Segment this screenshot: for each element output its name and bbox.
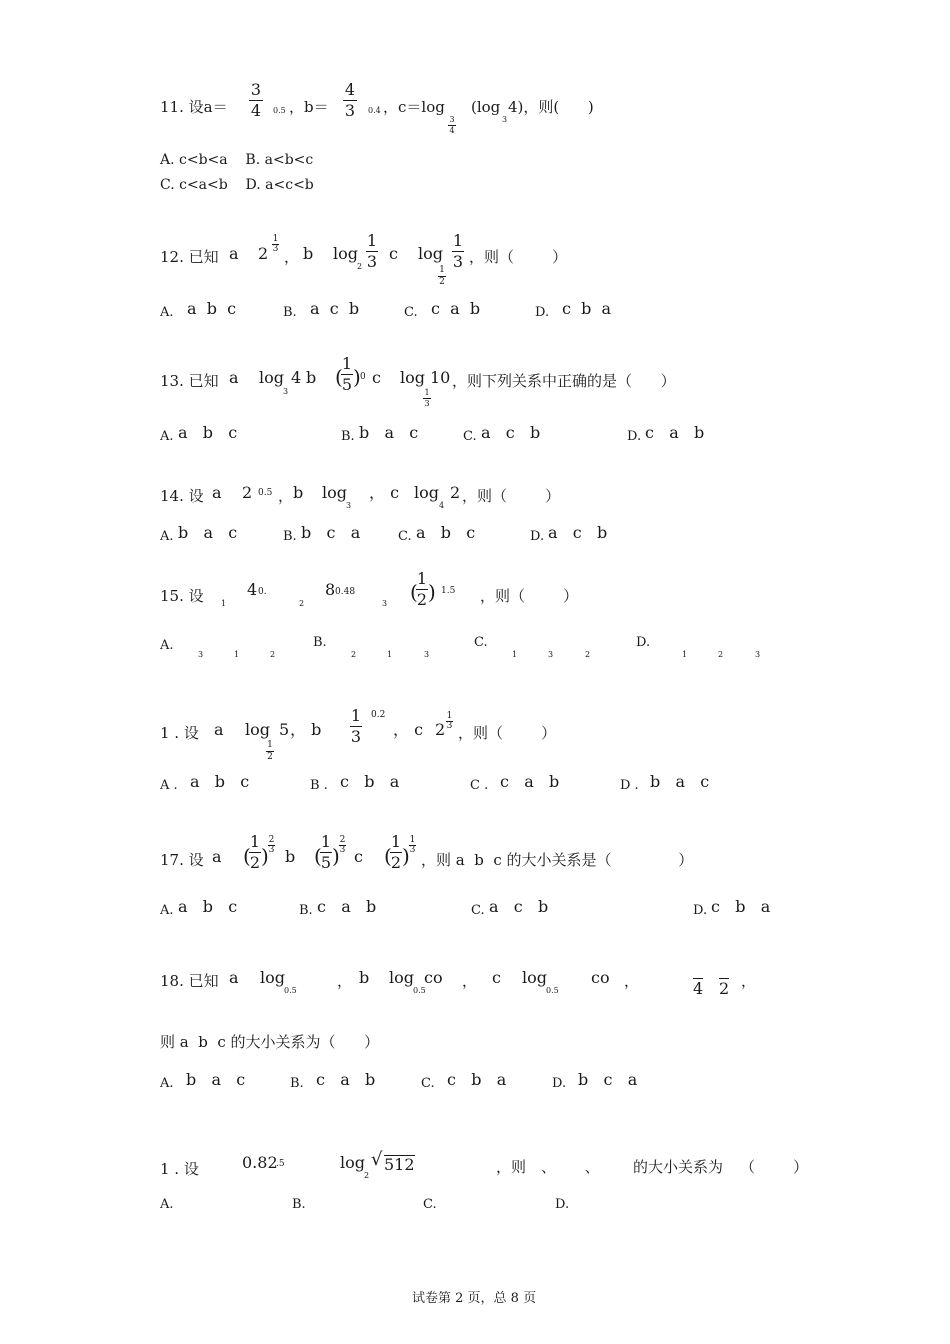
q16-two: 2: [435, 720, 446, 739]
q18-log3-base: 0.5: [546, 986, 559, 995]
q15-option-b-sub2: 1: [387, 650, 393, 659]
q13-option-a: a b c: [178, 423, 238, 442]
q13-b: b: [306, 368, 317, 387]
q18-co1: co: [424, 968, 443, 987]
q18-option-c-label: C.: [421, 1076, 435, 1091]
q19-exponent: .5: [276, 1159, 285, 1169]
q18-comma3: ，: [624, 972, 640, 990]
q16-stem: 1 . 设: [160, 724, 199, 742]
q18-option-b-label: B.: [290, 1076, 304, 1091]
q11-options-row2: C. c<a<b D. a<c<b: [160, 177, 314, 193]
q13-four: 4: [291, 368, 302, 387]
q13-paren-open: (: [335, 365, 343, 389]
q15-exp2: 0.48: [335, 587, 356, 597]
q15-sub1: 1: [221, 599, 227, 608]
q13-option-a-label: A.: [160, 429, 174, 444]
q18-option-d: b c a: [578, 1070, 638, 1089]
q14-c: ， c: [369, 483, 400, 502]
q17-fraction3: 1 2: [390, 832, 402, 872]
q13-log1: log: [259, 368, 284, 387]
q16-log-base: 1 2: [267, 740, 273, 762]
q18-stem: 18. 已知: [160, 972, 219, 990]
q14-tail: ，则（ ）: [462, 487, 561, 505]
q17-b: b: [285, 847, 296, 866]
q19-option-c-label: C.: [423, 1197, 437, 1212]
q13-log2-base: 1 3: [424, 388, 430, 408]
q14-option-b-label: B.: [283, 529, 297, 544]
q16-tail: ，则（ ）: [458, 724, 557, 742]
q17-fraction1: 1 2: [249, 832, 261, 872]
q18-option-a: b a c: [186, 1070, 246, 1089]
q17-p2-close: ): [332, 844, 340, 868]
q11-c-arg-end: 4)，则( ): [508, 98, 594, 116]
q17-option-a-label: A.: [160, 903, 174, 918]
q12-log1: log: [333, 244, 358, 263]
q16-option-b: c b a: [340, 772, 400, 791]
q16-option-d-label: D .: [620, 778, 639, 793]
q15-tail: ，则（ ）: [480, 587, 579, 605]
q16-option-a-label: A .: [160, 778, 178, 793]
q17-option-b-label: B.: [299, 903, 313, 918]
q12-log1-base: 2: [357, 262, 363, 271]
q15-option-b-sub3: 3: [424, 650, 430, 659]
q18-option-d-label: D.: [552, 1076, 567, 1091]
q15-sub3: 3: [382, 599, 388, 608]
q12-option-d: c b a: [562, 299, 612, 318]
q14-option-a-label: A.: [160, 529, 174, 544]
q19-stem: 1 . 设: [160, 1160, 199, 1178]
q17-a: a: [212, 847, 222, 866]
q11-stem: 11. 设a＝: [160, 98, 228, 116]
q13-option-c: a c b: [481, 423, 541, 442]
q17-p2-open: (: [314, 844, 322, 868]
q15-option-d-label: D.: [636, 635, 651, 650]
q15-exp1: 0.: [258, 587, 267, 597]
q17-exponent1: 2 3: [268, 835, 275, 855]
q17-c: c: [354, 847, 363, 866]
q15-option-b-sub1: 2: [351, 650, 357, 659]
q15-four: 4: [247, 580, 258, 599]
q14-comma: ，: [278, 487, 294, 505]
q17-fraction2: 1 5: [320, 832, 332, 872]
q14-log2: log: [414, 483, 439, 502]
q13-option-d: c a b: [645, 423, 705, 442]
q16-fraction: 1 3: [350, 706, 362, 746]
q16-option-d: b a c: [650, 772, 710, 791]
q12-stem: 12. 已知: [160, 248, 219, 266]
q15-paren-close: ): [428, 580, 436, 604]
q13-paren-close: ): [353, 365, 361, 389]
q17-exponent2: 2 3: [339, 835, 346, 855]
q18-log1-base: 0.5: [284, 986, 297, 995]
q17-tail: ，则 a b c 的大小关系是（ ）: [421, 851, 694, 869]
q19-tail: 、 、 的大小关系为: [541, 1158, 723, 1176]
q14-b: b: [293, 483, 304, 502]
q19-option-a-label: A.: [160, 1197, 174, 1212]
q17-option-d: c b a: [711, 897, 771, 916]
q11-b-exponent: 0.4: [368, 106, 381, 115]
q15-option-a-sub2: 1: [234, 650, 240, 659]
q19-radical-sign: √: [371, 1149, 383, 1170]
q12-option-d-label: D.: [535, 305, 550, 320]
q14-option-a: b a c: [178, 523, 238, 542]
q12-option-c: c a b: [431, 299, 481, 318]
q18-log3: log: [522, 968, 547, 987]
q18-two: 2: [719, 979, 730, 998]
q17-stem: 17. 设: [160, 851, 204, 869]
q17-option-b: c a b: [317, 897, 377, 916]
q12-option-a-label: A.: [160, 305, 174, 320]
q12-comma: ，: [284, 248, 300, 266]
q16-option-c: c a b: [500, 772, 560, 791]
q17-p3-open: (: [384, 844, 392, 868]
q13-option-b: b a c: [359, 423, 419, 442]
q14-a: a: [212, 483, 222, 502]
q13-log2: log: [400, 368, 425, 387]
q18-a: a: [229, 968, 239, 987]
page-footer: 试卷第 2 页，总 8 页: [412, 1291, 537, 1306]
q11-b-fraction: 4 3: [344, 80, 356, 120]
q17-p1-close: ): [261, 844, 269, 868]
q16-five: 5: [279, 720, 290, 739]
q14-log1-base: 3: [346, 501, 352, 510]
q12-option-c-label: C.: [404, 305, 418, 320]
q12-tail: ，则（ ）: [469, 248, 568, 266]
q11-a-fraction: 3 4: [250, 80, 262, 120]
q11-log-base: 3 4: [449, 115, 455, 135]
q12-fraction2: 1 3: [452, 231, 464, 271]
q13-a: a: [229, 368, 239, 387]
q15-option-a-sub1: 3: [198, 650, 204, 659]
q18-c: c: [492, 968, 501, 987]
q19-value: 0.82: [242, 1153, 278, 1172]
q13-fraction: 1 5: [341, 354, 353, 394]
q13-exponent: 0: [360, 372, 366, 382]
q18-comma1: ，: [337, 972, 353, 990]
q16-log: log: [245, 720, 270, 739]
q15-option-b-label: B.: [313, 635, 327, 650]
q15-fraction: 1 2: [416, 569, 428, 609]
q14-option-d: a c b: [548, 523, 608, 542]
q14-two: 2: [242, 483, 253, 502]
q15-paren-open: (: [410, 580, 418, 604]
q13-stem: 13. 已知: [160, 372, 219, 390]
q15-exp3: 1.5: [441, 586, 456, 596]
q12-option-b-label: B.: [283, 305, 297, 320]
q18-four: 4: [693, 979, 704, 998]
q17-option-c: a c b: [489, 897, 549, 916]
q12-c: c: [389, 244, 398, 263]
q18-line2: 则 a b c 的大小关系为（ ）: [160, 1033, 380, 1051]
q13-ten: 10: [430, 368, 451, 387]
q12-two: 2: [258, 244, 269, 263]
q14-log1: log: [322, 483, 347, 502]
q16-option-b-label: B .: [310, 778, 328, 793]
q11-options-row1: A. c<b<a B. a<b<c: [160, 152, 314, 168]
q13-tail: ，则下列关系中正确的是（ ）: [452, 372, 676, 390]
q18-option-b: c a b: [316, 1070, 376, 1089]
q15-option-c-sub3: 2: [585, 650, 591, 659]
q19-log-base: 2: [364, 1171, 370, 1180]
q18-option-a-label: A.: [160, 1076, 174, 1091]
q13-option-c-label: C.: [463, 429, 477, 444]
q12-a: a: [229, 244, 239, 263]
q12-log2: log: [418, 244, 443, 263]
q17-option-c-label: C.: [471, 903, 485, 918]
q16-a: a: [214, 720, 224, 739]
q14-stem: 14. 设: [160, 487, 204, 505]
q11-c-arg-sub: 3: [502, 115, 508, 124]
q15-eight: 8: [325, 580, 336, 599]
q11-c-label: ，c＝log: [383, 98, 445, 116]
q18-log2-base: 0.5: [413, 986, 426, 995]
q17-option-d-label: D.: [693, 903, 708, 918]
q13-option-d-label: D.: [627, 429, 642, 444]
q15-sub2: 2: [299, 599, 305, 608]
q12-option-b: a c b: [310, 299, 360, 318]
q14-option-d-label: D.: [530, 529, 545, 544]
q18-log2: log: [389, 968, 414, 987]
q12-b: b: [303, 244, 314, 263]
q19-paren: （ ）: [740, 1158, 809, 1176]
q19-then: ，则: [496, 1158, 527, 1176]
q16-c: ， c: [393, 720, 424, 739]
q17-option-a: a b c: [178, 897, 238, 916]
q12-fraction1: 1 3: [366, 231, 378, 271]
q18-comma2: ，: [462, 972, 478, 990]
q15-option-c-sub1: 1: [512, 650, 518, 659]
q15-option-c-sub2: 3: [548, 650, 554, 659]
q13-c: c: [372, 368, 381, 387]
q18-co2: co: [591, 968, 610, 987]
q11-a-exponent: 0.5: [273, 106, 286, 115]
q12-log2-base: 1 2: [439, 265, 445, 287]
q12-option-a: a b c: [187, 299, 237, 318]
q15-option-d-sub3: 3: [755, 650, 761, 659]
q15-option-a-label: A.: [160, 638, 174, 653]
q19-radicand: 512: [384, 1155, 415, 1174]
q15-stem: 15. 设: [160, 587, 204, 605]
q15-option-c-label: C.: [474, 635, 488, 650]
q19-log: log: [340, 1153, 365, 1172]
q19-option-b-label: B.: [292, 1197, 306, 1212]
q14-log2-base: 4: [439, 501, 445, 510]
q16-exponent: 0.2: [371, 710, 386, 720]
q14-option-c-label: C.: [398, 529, 412, 544]
q13-option-b-label: B.: [341, 429, 355, 444]
q17-p1-open: (: [243, 844, 251, 868]
q16-c-exponent: 1 3: [446, 711, 453, 731]
q14-option-b: b c a: [301, 523, 361, 542]
q11-b-label: ，b＝: [289, 98, 329, 116]
q16-b: ， b: [290, 720, 322, 739]
q11-c-arg: (log: [471, 98, 501, 116]
q18-b: b: [359, 968, 370, 987]
q14-two2: 2: [450, 483, 461, 502]
q12-exponent: 1 3: [272, 234, 279, 254]
q18-log1: log: [260, 968, 285, 987]
q15-option-a-sub3: 2: [270, 650, 276, 659]
q17-p3-close: ): [402, 844, 410, 868]
q15-option-d-sub2: 2: [718, 650, 724, 659]
q16-option-c-label: C .: [470, 778, 489, 793]
q18-option-c: c b a: [447, 1070, 507, 1089]
q19-option-d-label: D.: [555, 1197, 570, 1212]
q14-exponent: 0.5: [258, 488, 273, 498]
q17-exponent3: 1 3: [409, 835, 416, 855]
q13-log1-base: 3: [283, 387, 289, 396]
q18-comma4: ，: [741, 972, 757, 990]
q16-option-a: a b c: [190, 772, 250, 791]
q15-option-d-sub1: 1: [682, 650, 688, 659]
q14-option-c: a b c: [416, 523, 476, 542]
